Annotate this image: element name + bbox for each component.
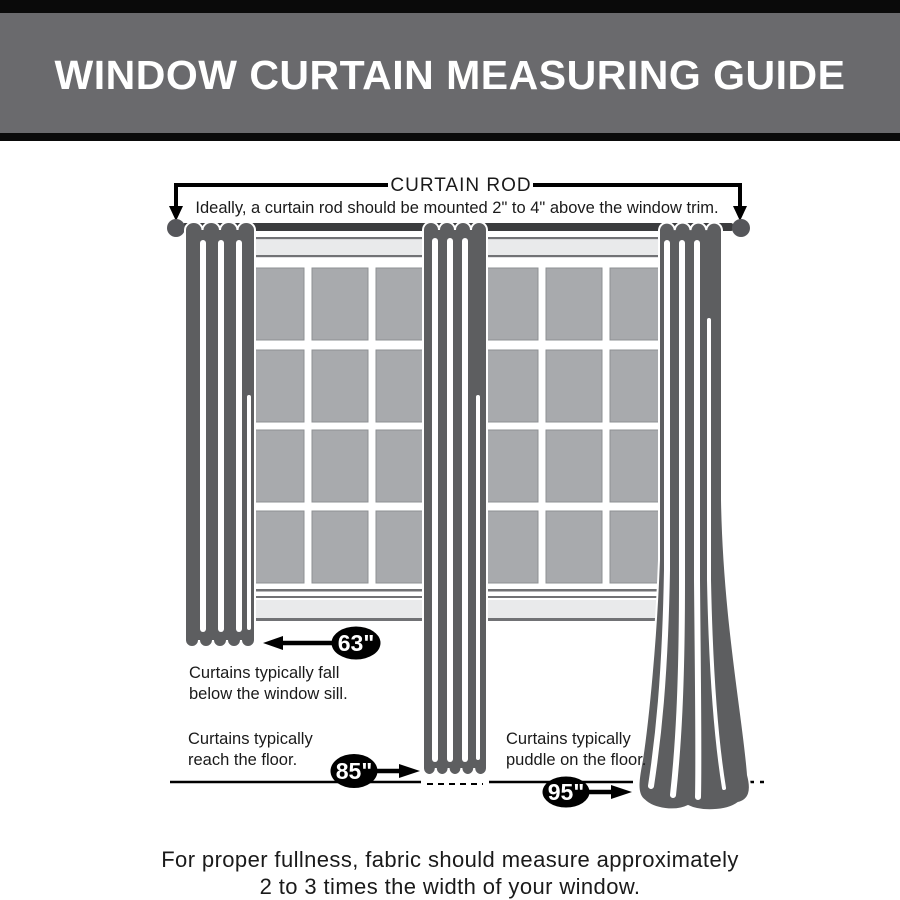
caption-puddle-line2: puddle on the floor. xyxy=(506,751,647,769)
caption-puddle-line1: Curtains typically xyxy=(506,730,631,748)
caption-sill xyxy=(189,664,348,703)
measure-63 xyxy=(263,627,381,660)
caption-floor xyxy=(188,730,313,769)
rod-label: CURTAIN ROD xyxy=(390,175,532,196)
footer-note xyxy=(161,847,739,899)
caption-puddle xyxy=(506,730,646,769)
caption-sill-line2: below the window sill. xyxy=(189,685,348,703)
arrow-right-icon xyxy=(611,785,632,799)
caption-floor-line2: reach the floor. xyxy=(188,751,298,769)
footer-line1: For proper fullness, fabric should measure approximately xyxy=(161,847,739,872)
rod-finial-left xyxy=(167,219,185,237)
caption-floor-line1: Curtains typically xyxy=(188,730,313,748)
footer-line2: 2 to 3 times the width of your window. xyxy=(259,874,641,899)
arrow-left-icon xyxy=(263,636,283,650)
header-top-bar xyxy=(0,0,900,13)
page-title: WINDOW CURTAIN MEASURING GUIDE xyxy=(54,52,846,98)
rod-finial-right xyxy=(732,219,750,237)
badge-85-value: 85" xyxy=(335,758,373,784)
caption-sill-line1: Curtains typically fall xyxy=(189,664,340,682)
down-arrow-right-icon xyxy=(733,206,747,221)
badge-63-value: 63" xyxy=(337,630,375,656)
arrow-right-icon xyxy=(399,764,420,778)
down-arrow-left-icon xyxy=(169,206,183,221)
rod-note: Ideally, a curtain rod should be mounted 2" to 4" above the window trim. xyxy=(195,199,719,217)
badge-95-value: 95" xyxy=(547,779,585,805)
header-bottom-bar xyxy=(0,133,900,141)
